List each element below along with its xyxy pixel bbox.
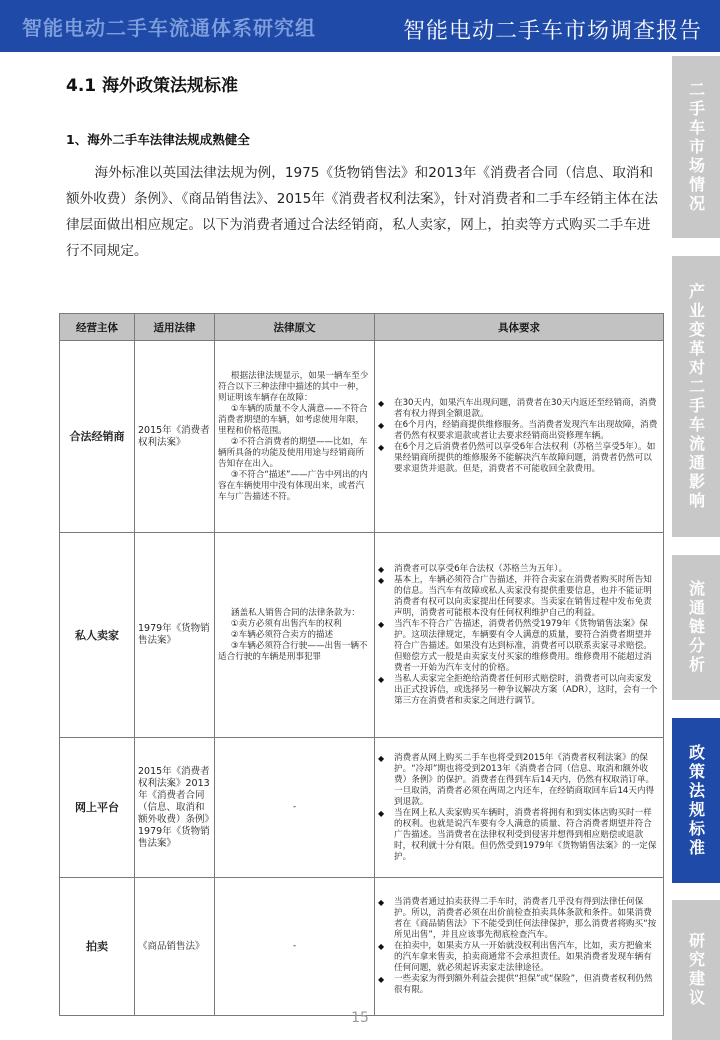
requirements-cell [375, 878, 664, 1016]
table-row [60, 738, 664, 878]
sidebar-tab-policy[interactable] [672, 718, 720, 883]
requirement-item: ◆ 当消费者通过拍卖获得二手车时，消费者几乎没有得到法律任何保护。所以，消费者必须在出价前检查拍卖具体条款和条件。如果消费者在《商品销售法》下不能受到任何法律保护，那么消费者将购买“按所见出售”，并且应该事先彻底检查汽车。 [378, 897, 660, 941]
sidebar-tab-chain[interactable] [672, 555, 720, 700]
requirements-cell [375, 738, 664, 878]
requirement-item: ◆ 消费者从网上购买二手车也将受到2015年《消费者权利法案》的保护。“冷却”期也将受到2013年《消费者合同（信息、取消和额外收费）条例》的保护。消费者在得到车后14天内，仍然有权取消订单。一旦取消，消费者必须在两周之内还车，在经销商取回车后14天内得到退款。 [378, 753, 660, 808]
original-text: 根据法律法规显示，如果一辆车至少符合以下三种法律中描述的其中一种，则证明该车辆存在故障： [218, 370, 369, 403]
sidebar-tab-market[interactable] [672, 56, 720, 238]
original-cell [215, 341, 375, 533]
table-row [60, 341, 664, 533]
table-header-row [60, 314, 664, 341]
sidebar-tab-industry[interactable] [672, 256, 720, 537]
table-row [60, 533, 664, 738]
requirement-item: ◆ 在6个月之后消费者仍然可以享受6年合法权利（苏格兰享受5年）。如果经销商所提供的维修服务不能解决汽车故障问题，消费者仍然可以要求退货并退款。但是，消费者不可能收回全款费用。 [378, 442, 660, 475]
original-text: ①车辆的质量不令人满意——不符合消费者期望的车辆，如考虑使用年限，里程和价格范围。 [218, 403, 368, 436]
sidebar-tab-label: 政策法规标准 [686, 743, 706, 858]
law-cell: 2015年《消费者权利法案》 [135, 341, 215, 533]
original-text: 涵盖私人销售合同的法律条款为： [230, 607, 360, 618]
original-cell [215, 533, 375, 738]
regulation-table [59, 313, 664, 1016]
entity-cell: 网上平台 [60, 738, 135, 878]
header-report-title: 智能电动二手车市场调查报告 [402, 19, 702, 44]
law-cell: 《商品销售法》 [135, 878, 215, 1016]
requirement-item: ◆ 一些卖家为得到额外利益会提供“担保”或“保险”，但消费者权利仍然很有限。 [378, 974, 660, 996]
requirements-cell [375, 341, 664, 533]
law-cell: 2015年《消费者权利法案》2013年《消费者合同（信息、取消和额外收费）条例》1979年《货物销售法案》 [135, 738, 215, 878]
entity-cell: 拍卖 [60, 878, 135, 1016]
page-header [0, 0, 720, 52]
original-cell: - [215, 738, 375, 878]
header-entity: 经营主体 [60, 314, 135, 341]
requirement-item: ◆ 当私人卖家完全拒绝给消费者任何形式赔偿时，消费者可以向卖家发出正式投诉信，或选择另一种争议解决方案（ADR），这时，会有一个第三方在消费者和卖家之间进行调节。 [378, 674, 660, 707]
requirement-item: ◆ 在30天内，如果汽车出现问题，消费者在30天内返还至经销商，消费者有权力得到全额退款。 [378, 398, 660, 420]
sidebar-tab-label: 产业变革对二手车流通影响 [686, 282, 706, 511]
original-text: ②车辆必须符合卖方的描述 [230, 629, 334, 640]
requirement-item: ◆ 基本上，车辆必须符合广告描述，并符合卖家在消费者购买时所告知的信息。当汽车有故障或私人卖家没有提供重要信息，也并不能证明消费者有权可以向卖家提出任何要求。当卖家在销售过程中发布免责声明，消费者可能根本没有任何权利维护自己的利益。 [378, 575, 660, 619]
original-text: ①卖方必须有出售汽车的权利 [230, 618, 342, 629]
header-original: 法律原文 [215, 314, 375, 341]
law-cell: 1979年《货物销售法案》 [135, 533, 215, 738]
sidebar-tab-label: 流通链分析 [686, 580, 706, 675]
header-org-name: 智能电动二手车流通体系研究组 [22, 16, 316, 40]
intro-paragraph: 海外标准以英国法律法规为例，1975《货物销售法》和2013年《消费者合同（信息、取消和额外收费）条例》、《商品销售法》、2015年《消费者权利法案》，针对消费者和二手车经销主体在法律层面做出相应规定。以下为消费者通过合法经销商，私人卖家，网上，拍卖等方式购买二手车进行不同规定。 [66, 165, 658, 259]
original-cell: - [215, 878, 375, 1016]
table-row [60, 878, 664, 1016]
requirement-item: ◆ 当在网上私人卖家购买车辆时，消费者将拥有和到实体店购买时一样的权利。也就是说汽车要有令人满意的质量、符合消费者期望并符合广告描述。当消费者在法律权利受到侵害并想得到相应赔偿或退款时，权利就十分有限。但仍然受到1979年《货物销售法案》的一定保护。 [378, 808, 660, 863]
requirement-item: ◆ 在6个月内，经销商提供维修服务。当消费者发现汽车出现故障，消费者仍然有权要求退款或者让去要求经销商出资修理车辆。 [378, 420, 660, 442]
requirement-item: ◆ 当汽车不符合广告描述，消费者仍然受1979年《货物销售法案》保护。这项法律规定，车辆要有令人满意的质量，要符合消费者期望并符合广告描述。如果没有达到标准，消费者可以联系卖家寻求赔偿。但赔偿方式一般是由卖家支付买家的维修费用。维修费用不能超过消费者一开始为汽车支付的价格。 [378, 619, 660, 674]
section-title: 4.1 海外政策法规标准 [66, 76, 239, 96]
original-text: ②不符合消费者的期望——比如，车辆所具备的功能及使用用途与经销商所告知存在出入。 [218, 436, 368, 469]
entity-cell: 私人卖家 [60, 533, 135, 738]
entity-cell: 合法经销商 [60, 341, 135, 533]
subsection-title: 1、海外二手车法律法规成熟健全 [66, 132, 250, 147]
sidebar-tab-label: 研究建议 [686, 932, 706, 1008]
original-text: ③不符合“描述”——广告中列出的内容在车辆使用中没有体现出来，或者汽车与广告描述不符。 [218, 469, 368, 502]
original-text: ③车辆必须符合行驶——出售一辆不适合行驶的车辆是刑事犯罪 [218, 640, 368, 662]
sidebar-tab-label: 二手车市场情况 [686, 80, 706, 214]
header-law: 适用法律 [135, 314, 215, 341]
page-number: 15 [351, 1010, 369, 1026]
requirement-item: ◆ 在拍卖中，如果卖方从一开始就没权利出售汽车，比如，卖方把偷来的汽车拿来售卖，拍卖商通常不会承担责任。如果消费者发现车辆有任何问题，就必须起诉卖家走法律途径。 [378, 941, 660, 974]
requirements-cell [375, 533, 664, 738]
requirement-item: ◆ 消费者可以享受6年合法权（苏格兰为五年）。 [378, 564, 660, 575]
header-requirements: 具体要求 [375, 314, 664, 341]
